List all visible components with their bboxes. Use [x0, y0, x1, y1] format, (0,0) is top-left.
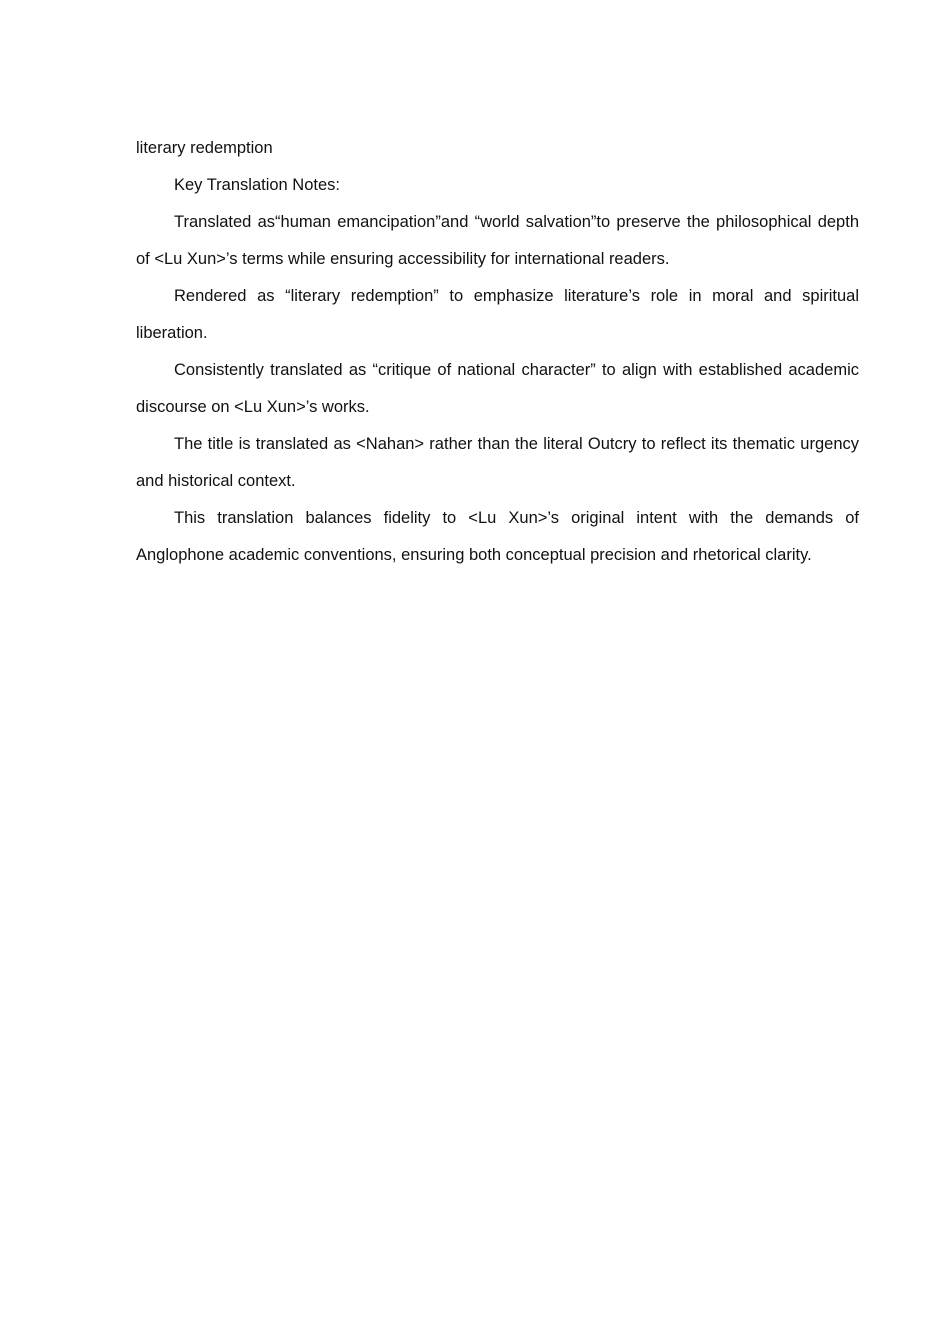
- paragraph-conclusion: This translation balances fidelity to <Lu Xun>’s original intent with the demands of Anglophone academic conventions, ensuring both conceptual precision and rhetorical clarity.: [136, 509, 859, 564]
- paragraph-continuation: literary redemption: [136, 139, 273, 157]
- paragraph-note-literary-redemption: Rendered as “literary redemption” to emphasize literature’s role in moral and spiritual liberation.: [136, 287, 859, 342]
- section-heading-key-translation-notes: Key Translation Notes:: [174, 176, 340, 194]
- paragraph-note-national-character: Consistently translated as “critique of national character” to align with established academic discourse on <Lu Xun>’s works.: [136, 361, 859, 416]
- document-body: [136, 130, 859, 574]
- paragraph-note-emancipation-salvation: Translated as“human emancipation”and “world salvation”to preserve the philosophical depth of <Lu Xun>’s terms while ensuring accessibility for international readers.: [136, 213, 859, 268]
- paragraph-note-title-nahan: The title is translated as <Nahan> rather than the literal Outcry to reflect its thematic urgency and historical context.: [136, 435, 859, 490]
